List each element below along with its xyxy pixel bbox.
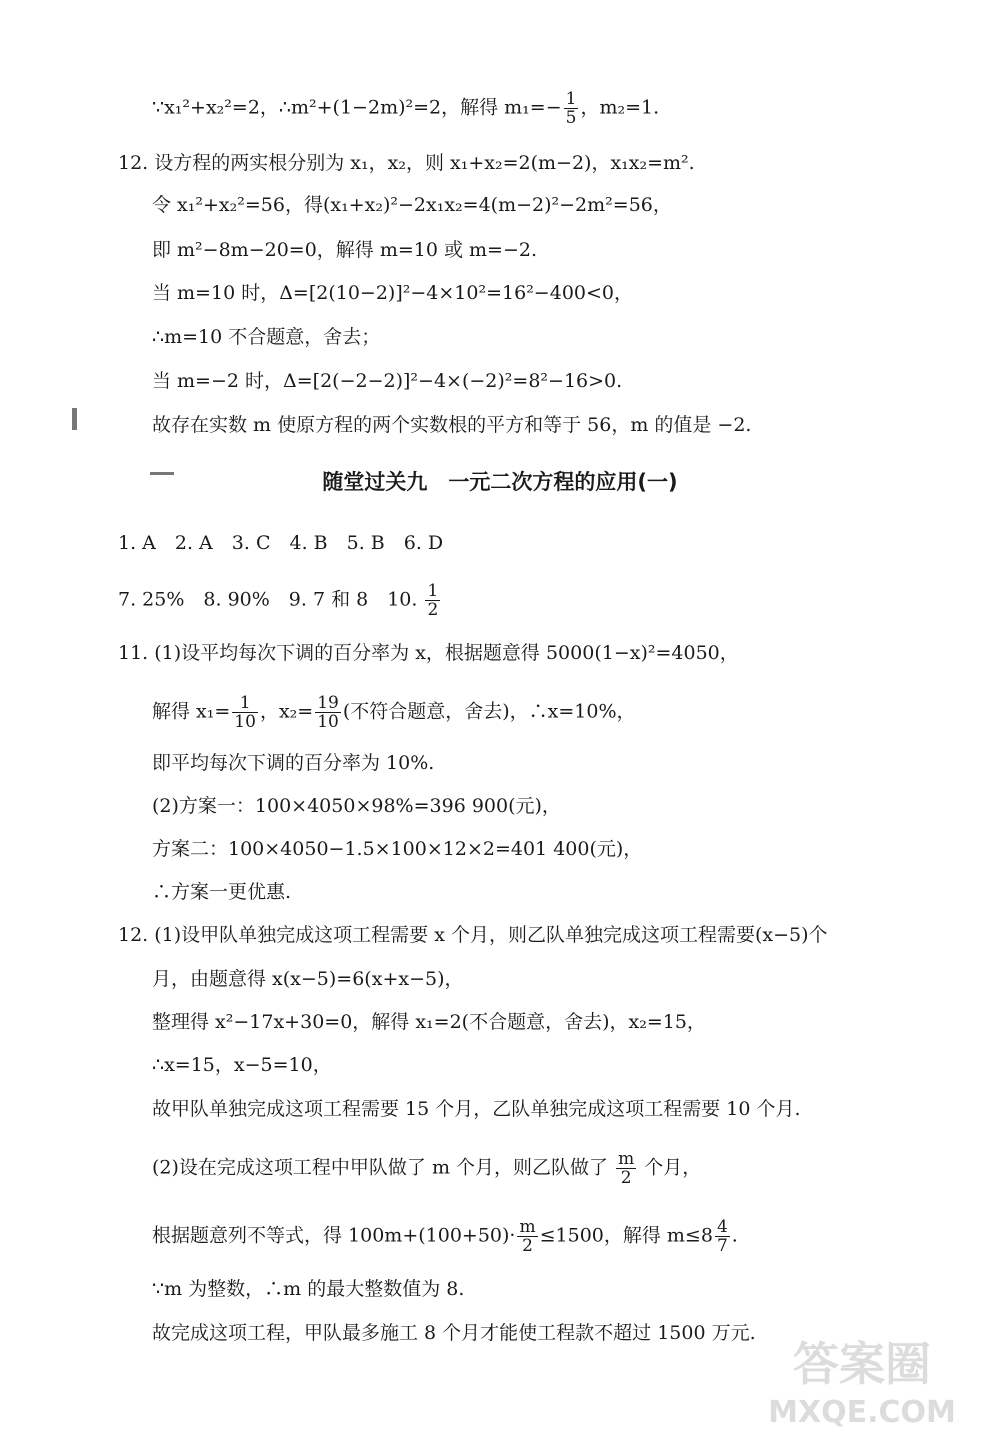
line-14: (2)方案一：100×4050×98%=396 900(元)， [152, 795, 561, 817]
fraction: $\frac{1}{10}$ [234, 693, 256, 732]
watermark-logo [742, 1322, 982, 1432]
fraction: $\frac{4}{7}$ [716, 1217, 728, 1256]
line-15: 方案二：100×4050−1.5×100×12×2=401 400(元)， [152, 838, 643, 860]
fraction: $\frac{19}{10}$ [317, 693, 339, 732]
line-12: 解得 x₁= $\frac{1}{10}$ ，x₂= $\frac{19}{10}$ (不符合题意，舍去)，∴x=10%， [152, 693, 636, 732]
line-1: ∵x₁²+x₂²=2，∴m²+(1−2m)²=2，解得 m₁=− $\frac{1}{5}$ ，m₂=1. [152, 89, 660, 128]
line-25: 故完成这项工程，甲队最多施工 8 个月才能使工程款不超过 1500 万元. [152, 1322, 756, 1344]
fraction: $\frac{m}{2}$ [618, 1149, 635, 1188]
line-2: 12. 设方程的两实根分别为 x₁，x₂，则 x₁+x₂=2(m−2)，x₁x₂=m². [118, 152, 695, 174]
line-23: 根据题意列不等式，得 100m+(100+50)· $\frac{m}{2}$ ≤1500，解得 m≤8 $\frac{4}{7}$ . [152, 1217, 738, 1256]
line-17: 12. (1)设甲队单独完成这项工程需要 x 个月，则乙队单独完成这项工程需要(x−5)个 [118, 924, 828, 946]
line-18: 月，由题意得 x(x−5)=6(x+x−5)， [152, 968, 464, 990]
fraction: $\frac{1}{5}$ [565, 89, 577, 128]
line-11: 11. (1)设平均每次下调的百分率为 x，根据题意得 5000(1−x)²=4050， [118, 642, 739, 664]
line-16: ∴方案一更优惠. [152, 881, 292, 903]
line-21: 故甲队单独完成这项工程需要 15 个月，乙队单独完成这项工程需要 10 个月. [152, 1098, 801, 1120]
line-7: 当 m=−2 时，Δ=[2(−2−2)]²−4×(−2)²=8²−16>0. [152, 370, 623, 392]
line-19: 整理得 x²−17x+30=0，解得 x₁=2(不合题意，舍去)，x₂=15， [152, 1011, 706, 1033]
line-3: 令 x₁²+x₂²=56，得(x₁+x₂)²−2x₁x₂=4(m−2)²−2m²=56， [152, 194, 672, 216]
line-24: ∵m 为整数，∴m 的最大整数值为 8. [152, 1278, 465, 1300]
section-title: 随堂过关九 一元二次方程的应用(一) [322, 470, 678, 494]
line-9: 1. A 2. A 3. C 4. B 5. B 6. D [118, 532, 444, 554]
line-5: 当 m=10 时，Δ=[2(10−2)]²−4×10²=16²−400<0， [152, 282, 634, 304]
line-13: 即平均每次下调的百分率为 10%. [152, 752, 435, 774]
line-22: (2)设在完成这项工程中甲队做了 m 个月，则乙队做了 $\frac{m}{2}$ 个月， [152, 1149, 702, 1188]
watermark-url: MXQE.COM [768, 1395, 956, 1430]
line-10: 7. 25% 8. 90% 9. 7 和 8 10. $\frac{1}{2}$ [118, 581, 439, 620]
scan-mark [72, 408, 77, 430]
fraction: $\frac{1}{2}$ [427, 581, 439, 620]
line-8: 故存在实数 m 使原方程的两个实数根的平方和等于 56，m 的值是 −2. [152, 414, 752, 436]
fraction: $\frac{m}{2}$ [519, 1217, 536, 1256]
line-20: ∴x=15，x−5=10， [152, 1054, 332, 1076]
watermark-text: 答案圈 [793, 1337, 931, 1391]
line-6: ∴m=10 不合题意，舍去； [152, 326, 381, 348]
line-4: 即 m²−8m−20=0，解得 m=10 或 m=−2. [152, 239, 538, 261]
